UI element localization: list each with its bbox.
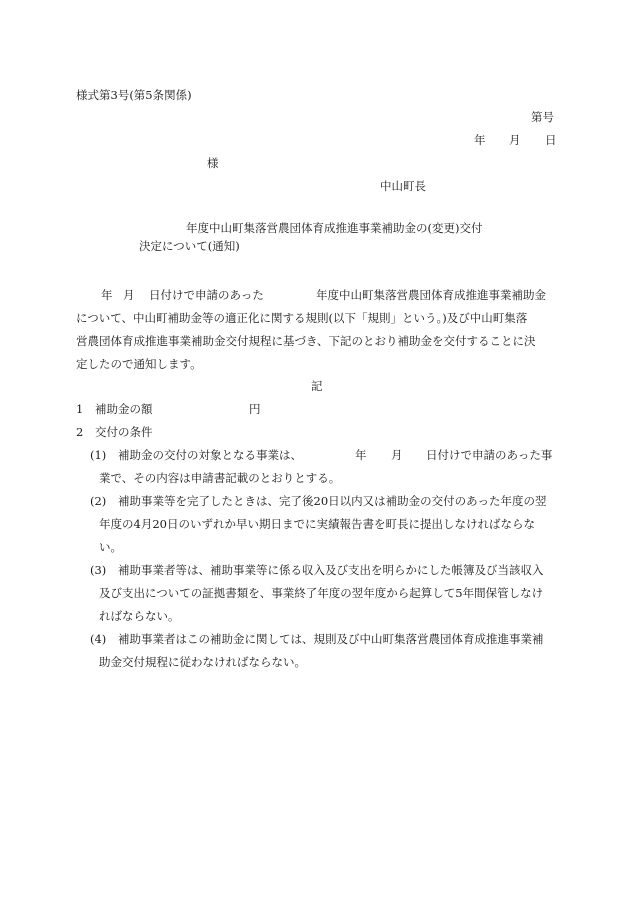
item-1-label: 補助金の額 <box>95 402 153 416</box>
condition-2-line-2: 年度の4月20日のいずれか早い期日までに実績報告書を町長に提出しなければならな <box>99 517 535 531</box>
condition-4-number: (4) <box>90 632 107 646</box>
item-1-number: 1 <box>76 402 84 416</box>
body-line-3: 営農団体育成推進事業補助金交付規程に基づき、下記のとおり補助金を交付することに決 <box>76 334 536 348</box>
item-1-unit: 円 <box>249 402 261 416</box>
condition-4-line-1: 補助事業者はこの補助金に関しては、規則及び中山町集落営農団体育成推進事業補 <box>118 632 544 646</box>
date-year: 年 <box>474 133 486 147</box>
body-subsidy-name: 年度中山町集落営農団体育成推進事業補助金 <box>316 288 546 302</box>
body-line-2: について、中山町補助金等の適正化に関する規則(以下「規則」という。)及び中山町集落 <box>76 311 528 325</box>
condition-3-line-2: 及び支出についての証拠書類を、事業終了年度の翌年度から起算して5年間保管しなけ <box>99 586 544 600</box>
form-label: 様式第3号(第5条関係) <box>76 88 192 102</box>
condition-2-line-1: 補助事業等を完了したときは、完了後20日以内又は補助金の交付のあった年度の翌 <box>118 494 547 508</box>
document-number: 第号 <box>531 110 554 124</box>
condition-3-number: (3) <box>90 563 107 577</box>
condition-3-line-1: 補助事業者等は、補助事業等に係る収入及び支出を明らかにした帳簿及び当該収入 <box>118 563 544 577</box>
addressee-suffix: 様 <box>207 156 219 170</box>
condition-1-line-2: 業で、その内容は申請書記載のとおりとする。 <box>99 471 341 485</box>
condition-1-text-a: 補助金の交付の対象となる事業は、 <box>118 448 302 462</box>
title-line-1: 年度中山町集落営農団体育成推進事業補助金の(変更)交付 <box>186 221 483 235</box>
condition-1-year: 年 <box>355 448 367 462</box>
body-line-4: 定したので通知します。 <box>76 357 202 371</box>
ki-heading: 記 <box>311 379 323 393</box>
item-2-label: 交付の条件 <box>95 425 153 439</box>
issuer: 中山町長 <box>380 179 426 193</box>
body-day-applied: 日付けで申請のあった <box>149 288 264 302</box>
body-month: 月 <box>123 288 135 302</box>
date-day: 日 <box>545 133 557 147</box>
condition-1-month: 月 <box>391 448 403 462</box>
condition-2-line-3: い。 <box>99 540 122 554</box>
condition-2-number: (2) <box>90 494 107 508</box>
condition-4-line-2: 助金交付規程に従わなければならない。 <box>99 655 306 669</box>
date-month: 月 <box>509 133 521 147</box>
body-year: 年 <box>101 288 113 302</box>
condition-3-line-3: ればならない。 <box>99 609 180 623</box>
condition-1-number: (1) <box>90 448 107 462</box>
condition-1-text-d: 日付けで申請のあった事 <box>426 448 553 462</box>
title-line-2: 決定について(通知) <box>139 239 240 253</box>
item-2-number: 2 <box>76 425 84 439</box>
